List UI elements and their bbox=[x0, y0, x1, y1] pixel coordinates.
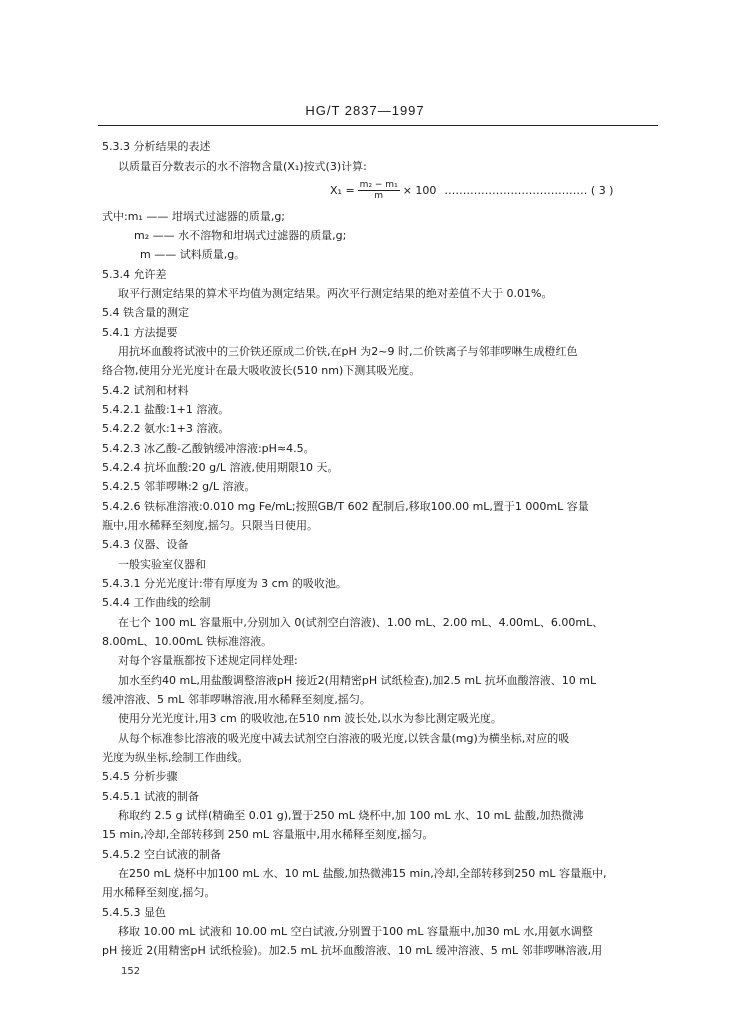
page-number: 152 bbox=[121, 966, 141, 977]
header-rule bbox=[98, 125, 658, 126]
variable-definition: m —— 试料质量,g。 bbox=[140, 248, 246, 261]
body-line: 以质量百分数表示的水不溶物含量(X₁)按式(3)计算: bbox=[118, 160, 367, 173]
body-line: pH 接近 2(用精密pH 试纸检验)。加2.5 mL 抗坏血酸溶液、10 mL 缓冲溶液、5 mL 邻菲啰啉溶液,用 bbox=[102, 944, 603, 957]
body-line: 5.4.2.3 冰乙酸-乙酸钠缓冲溶液:pH≈4.5。 bbox=[102, 442, 315, 455]
body-line: 使用分光光度计,用3 cm 的吸收池,在510 nm 波长处,以水为参比测定吸光度。 bbox=[118, 712, 502, 725]
section-heading: 5.4.5.1 试液的制备 bbox=[102, 790, 199, 803]
body-line: 5.4.2.2 氨水:1+3 溶液。 bbox=[102, 422, 230, 435]
formula-lhs: X₁ = bbox=[330, 183, 355, 197]
section-heading: 5.3.3 分析结果的表述 bbox=[102, 140, 211, 153]
body-line: 光度为纵坐标,绘制工作曲线。 bbox=[102, 751, 249, 764]
section-heading: 5.3.4 允许差 bbox=[102, 268, 167, 281]
body-line: 从每个标准参比溶液的吸光度中减去试剂空白溶液的吸光度,以铁含量(mg)为横坐标,对应的吸 bbox=[118, 732, 570, 745]
body-line: 瓶中,用水稀释至刻度,摇匀。只限当日使用。 bbox=[102, 519, 318, 532]
section-heading: 5.4.5.2 空白试液的制备 bbox=[102, 848, 221, 861]
section-heading: 5.4.1 方法提要 bbox=[102, 326, 178, 339]
body-line: 缓冲溶液、5 mL 邻菲啰啉溶液,用水稀释至刻度,摇匀。 bbox=[102, 693, 371, 706]
formula-3 bbox=[330, 180, 613, 201]
body-line: 对每个容量瓶都按下述规定同样处理: bbox=[118, 654, 298, 667]
body-line: 5.4.2.6 铁标准溶液:0.010 mg Fe/mL;按照GB/T 602 配制后,移取100.00 mL,置于1 000mL 容量 bbox=[102, 500, 589, 513]
formula-numerator: m₂ − m₁ bbox=[359, 180, 398, 190]
body-line: 称取约 2.5 g 试样(精确至 0.01 g),置于250 mL 烧杯中,加 100 mL 水、10 mL 盐酸,加热微沸 bbox=[118, 809, 584, 822]
body-line: 8.00mL、10.00mL 铁标准溶液。 bbox=[102, 635, 273, 648]
section-heading: 5.4.5.3 显色 bbox=[102, 906, 166, 919]
body-line: 5.4.2.4 抗坏血酸:20 g/L 溶液,使用期限10 天。 bbox=[102, 461, 339, 474]
body-line: 络合物,使用分光光度计在最大吸收波长(510 nm)下测其吸光度。 bbox=[102, 364, 421, 377]
section-heading: 5.4.3 仪器、设备 bbox=[102, 538, 189, 551]
formula-equation-number: ………………………………… ( 3 ) bbox=[444, 183, 614, 197]
formula-fraction bbox=[358, 180, 400, 201]
body-line: 在七个 100 mL 容量瓶中,分别加入 0(试剂空白溶液)、1.00 mL、2.00 mL、4.00mL、6.00mL、 bbox=[118, 616, 604, 629]
section-heading: 5.4.5 分析步骤 bbox=[102, 770, 178, 783]
body-line: 一般实验室仪器和 bbox=[118, 558, 206, 571]
body-line: 在250 mL 烧杯中加100 mL 水、10 mL 盐酸,加热微沸15 min,冷却,全部转移到250 mL 容量瓶中, bbox=[118, 867, 607, 880]
body-line: 加水至约40 mL,用盐酸调整溶液pH 接近2(用精密pH 试纸检查),加2.5 mL 抗坏血酸溶液、10 mL bbox=[118, 674, 597, 687]
body-line: 5.4.3.1 分光光度计:带有厚度为 3 cm 的吸收池。 bbox=[102, 577, 347, 590]
body-line: 5.4.2.1 盐酸:1+1 溶液。 bbox=[102, 403, 230, 416]
body-line: 用水稀释至刻度,摇匀。 bbox=[102, 886, 216, 899]
variable-definition: 式中:m₁ —— 坩埚式过滤器的质量,g; bbox=[102, 210, 286, 223]
section-heading: 5.4.4 工作曲线的绘制 bbox=[102, 596, 211, 609]
section-heading: 5.4 铁含量的测定 bbox=[102, 306, 189, 319]
formula-denominator: m bbox=[374, 191, 384, 201]
body-line: 用抗坏血酸将试液中的三价铁还原成二价铁,在pH 为2~9 时,二价铁离子与邻菲啰啉生成橙红色 bbox=[118, 345, 578, 358]
variable-definition: m₂ —— 水不溶物和坩埚式过滤器的质量,g; bbox=[134, 229, 347, 242]
body-line: 移取 10.00 mL 试液和 10.00 mL 空白试液,分别置于100 mL 容量瓶中,加30 mL 水,用氨水调整 bbox=[118, 925, 593, 938]
body-line: 5.4.2.5 邻菲啰啉:2 g/L 溶液。 bbox=[102, 480, 256, 493]
section-heading: 5.4.2 试剂和材料 bbox=[102, 384, 189, 397]
body-line: 15 min,冷却,全部转移到 250 mL 容量瓶中,用水稀释至刻度,摇匀。 bbox=[102, 828, 434, 841]
body-line: 取平行测定结果的算术平均值为测定结果。两次平行测定结果的绝对差值不大于 0.01%。 bbox=[118, 287, 553, 300]
formula-factor: × 100 bbox=[402, 183, 437, 197]
standard-number-header: HG/T 2837—1997 bbox=[305, 103, 425, 118]
